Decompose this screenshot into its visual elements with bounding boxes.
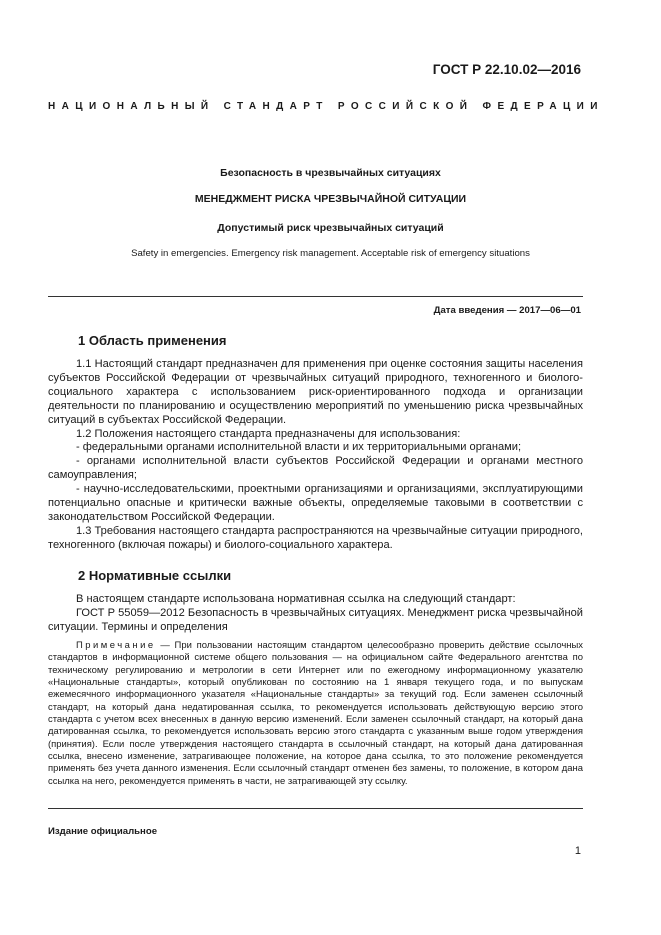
- paragraph-2-1: В настоящем стандарте использована нормативная ссылка на следующий стандарт:: [76, 593, 516, 605]
- list-item-organizations: - научно-исследовательскими, проектными организациями и организациями, эксплуатирующими потенциально опасные и критически важные объекты, определяемые таковыми в соответствии с законодательством Российской Федерации.: [48, 483, 583, 523]
- list-item-regional: - органами исполнительной власти субъектов Российской Федерации и органами местного самоуправления;: [48, 455, 583, 482]
- title-english: Safety in emergencies. Emergency risk management. Acceptable risk of emergency situations: [131, 248, 530, 259]
- national-standard-banner: НАЦИОНАЛЬНЫЙ СТАНДАРТ РОССИЙСКОЙ ФЕДЕРАЦИИ: [48, 101, 604, 112]
- section-1-body: [48, 358, 583, 553]
- edition-label: Издание официальное: [48, 826, 158, 837]
- paragraph-1-2: 1.2 Положения настоящего стандарта предназначены для использования:: [76, 427, 461, 440]
- title-divider: [48, 296, 583, 297]
- footer-divider: [48, 808, 583, 809]
- paragraph-1-1: 1.1 Настоящий стандарт предназначен для применения при оценке состояния защиты населения субъектов Российской Федерации от чрезвычайных ситуаций природного, техногенного и биолого-социального характера с использованием риск-ориентированного подхода и организации деятельности по планированию и осуществлению мероприятий по уменьшению риска чрезвычайных ситуаций в субъектах Российской Федерации.: [48, 358, 583, 426]
- page-number: 1: [574, 845, 581, 857]
- section-2-body: [48, 593, 583, 635]
- note-label: Примечание: [76, 640, 156, 651]
- reference-gost-55059: ГОСТ Р 55059—2012 Безопасность в чрезвычайных ситуациях. Менеджмент риска чрезвычайной ситуации. Термины и определения: [48, 606, 583, 633]
- title-group: Безопасность в чрезвычайных ситуациях: [220, 167, 441, 179]
- note-text: — При пользовании настоящим стандартом целесообразно проверить действие ссылочных стандартов в информационной системе общего пользования — на официальном сайте Федерального агентства по техническому регулированию и метрологии в сети Интернет или по ежегодному информационному указателю «Национальные стандарты», который опубликован по состоянию на 1 января текущего года, и по выпускам ежемесячного информационного указателя «Национальные стандарты» за текущий год. Если заменен ссылочный стандарт, на который дана недатированная ссылка, то рекомендуется использовать действующую версию этого стандарта с учетом всех внесенных в данную версию изменений. Если заменен ссылочный стандарт, на который дана датированная ссылка, то рекомендуется использовать версию этого стандарта с указанным выше годом утверждения (принятия). Если после утверждения настоящего стандарта в ссылочный стандарт, на который дана датированная ссылка, внесено изменение, затрагивающее положение, на которое дана ссылка, то это положение рекомендуется применять без учета данного изменения. Если ссылочный стандарт отменен без замены, то положение, в котором дана ссылка на него, рекомендуется применять в части, не затрагивающей эту ссылку.: [48, 640, 583, 787]
- standard-code: ГОСТ Р 22.10.02—2016: [432, 62, 581, 77]
- list-item-federal: - федеральными органами исполнительной власти и их территориальными органами;: [76, 441, 522, 454]
- note-block: [48, 640, 583, 788]
- section-1-heading: 1 Область применения: [78, 333, 227, 348]
- title-sub: Допустимый риск чрезвычайных ситуаций: [217, 222, 444, 234]
- effective-date: Дата введения — 2017—06—01: [433, 305, 581, 316]
- section-2-heading: 2 Нормативные ссылки: [78, 568, 232, 583]
- paragraph-1-3: 1.3 Требования настоящего стандарта распространяются на чрезвычайные ситуации природного, техногенного (включая пожары) и биолого-социального характера.: [48, 524, 583, 551]
- title-main: МЕНЕДЖМЕНТ РИСКА ЧРЕЗВЫЧАЙНОЙ СИТУАЦИИ: [194, 193, 467, 205]
